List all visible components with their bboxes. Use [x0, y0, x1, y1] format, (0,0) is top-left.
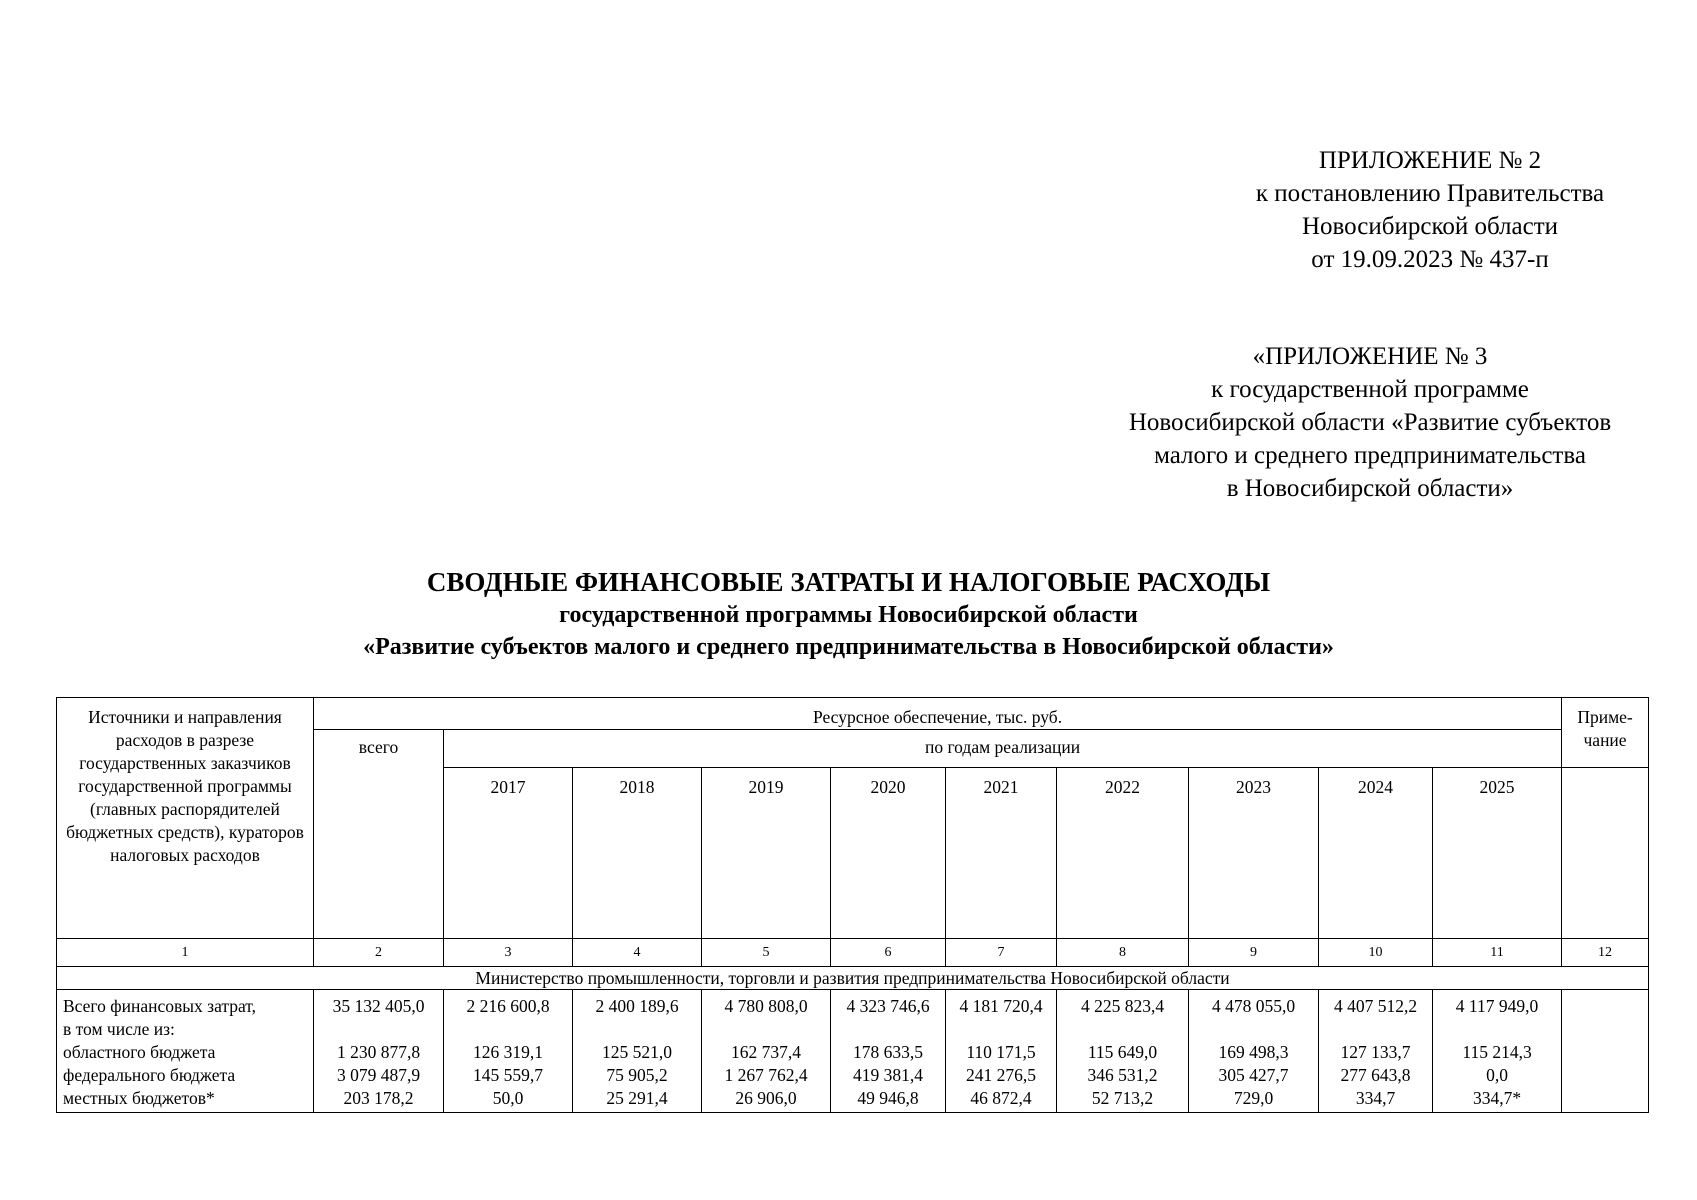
value-total: 4 181 720,4	[959, 996, 1043, 1016]
column-number: 2	[314, 939, 444, 967]
table-row	[57, 990, 1649, 1113]
header-resources: Ресурсное обеспечение, тыс. руб.	[314, 698, 1562, 730]
column-number-row	[57, 939, 1649, 967]
year-header: 2025	[1433, 768, 1562, 939]
value-federal: 1 267 762,4	[724, 1065, 808, 1085]
row-label-local: местных бюджетов*	[63, 1088, 215, 1108]
annex-2-header	[1140, 144, 1697, 276]
year-header: 2020	[831, 768, 946, 939]
value-column	[1057, 990, 1189, 1113]
annex-2-line: ПРИЛОЖЕНИЕ № 2	[1318, 147, 1542, 174]
year-header: 2022	[1057, 768, 1189, 939]
title-line-2: государственной программы Новосибирской области	[559, 602, 1138, 628]
year-header: 2021	[946, 768, 1057, 939]
value-local: 729,0	[1233, 1088, 1274, 1108]
value-column	[1319, 990, 1433, 1113]
value-regional: 125 521,0	[602, 1042, 672, 1062]
value-federal: 145 559,7	[473, 1065, 543, 1085]
value-local: 334,7	[1355, 1088, 1396, 1108]
row-label-regional: областного бюджета	[63, 1042, 216, 1062]
value-federal: 277 643,8	[1340, 1065, 1411, 1085]
value-federal: 419 381,4	[853, 1065, 923, 1085]
value-column	[1433, 990, 1562, 1113]
value-regional: 115 649,0	[1087, 1042, 1158, 1062]
year-header: 2018	[573, 768, 702, 939]
annex-3-line: в Новосибирской области»	[1226, 475, 1514, 502]
value-federal: 3 079 487,9	[336, 1065, 421, 1085]
column-number: 1	[57, 939, 314, 967]
value-regional: 178 633,5	[853, 1042, 923, 1062]
value-federal: 305 427,7	[1218, 1065, 1289, 1085]
value-local: 26 906,0	[735, 1088, 797, 1108]
value-column	[573, 990, 702, 1113]
column-number: 9	[1189, 939, 1319, 967]
value-local: 25 291,4	[606, 1088, 668, 1108]
value-regional: 115 214,3	[1462, 1042, 1532, 1062]
header-by-years: по годам реализации	[444, 730, 1562, 768]
value-regional: 126 319,1	[473, 1042, 543, 1062]
value-column	[946, 990, 1057, 1113]
annex-3-line: «ПРИЛОЖЕНИЕ № 3	[1252, 343, 1488, 370]
value-federal: 346 531,2	[1087, 1065, 1158, 1085]
column-number: 6	[831, 939, 946, 967]
value-total: 2 216 600,8	[466, 996, 550, 1016]
row-labels	[57, 990, 314, 1113]
value-column	[314, 990, 444, 1113]
header-sources: Источники и направления расходов в разрезе государственных заказчиков государственной программы (главных распорядителей бюджетных средств), кураторов налоговых расходов	[57, 698, 314, 939]
value-federal: 241 276,5	[966, 1065, 1036, 1085]
row-label-including: в том числе из:	[63, 1019, 175, 1039]
header-note: Приме-чание	[1562, 698, 1649, 768]
value-column	[1189, 990, 1319, 1113]
value-regional: 127 133,7	[1340, 1042, 1411, 1062]
column-number: 5	[702, 939, 831, 967]
title-line-3: «Развитие субъектов малого и среднего предпринимательства в Новосибирской области»	[363, 634, 1334, 660]
value-local: 52 713,2	[1091, 1088, 1154, 1108]
value-column	[831, 990, 946, 1113]
year-header: 2023	[1189, 768, 1319, 939]
note-empty-cell	[1562, 768, 1649, 939]
value-column	[702, 990, 831, 1113]
value-regional: 162 737,4	[731, 1042, 801, 1062]
annex-2-line: Новосибирской области	[1301, 213, 1559, 240]
column-number: 3	[444, 939, 573, 967]
annex-3-line: малого и среднего предпринимательства	[1154, 442, 1586, 469]
header-row-1	[57, 698, 1649, 730]
year-header: 2017	[444, 768, 573, 939]
value-column	[444, 990, 573, 1113]
column-number: 11	[1433, 939, 1562, 967]
value-local: 203 178,2	[343, 1088, 414, 1108]
value-total: 4 780 808,0	[724, 996, 808, 1016]
document-title	[0, 566, 1697, 663]
annex-2-line: от 19.09.2023 № 437-п	[1311, 246, 1549, 273]
row-label-total: Всего финансовых затрат,	[63, 996, 257, 1016]
value-federal: 0,0	[1486, 1065, 1508, 1085]
financial-table	[56, 697, 1649, 1113]
header-total: всего	[314, 730, 444, 939]
annex-3-line: к государственной программе	[1211, 376, 1529, 403]
column-number: 8	[1057, 939, 1189, 967]
value-local: 334,7*	[1472, 1088, 1522, 1108]
title-line-1: СВОДНЫЕ ФИНАНСОВЫЕ ЗАТРАТЫ И НАЛОГОВЫЕ РАСХОДЫ	[426, 567, 1271, 597]
value-local: 46 872,4	[970, 1088, 1032, 1108]
column-number: 12	[1562, 939, 1649, 967]
value-total: 4 323 746,6	[846, 996, 930, 1016]
value-total: 35 132 405,0	[332, 996, 425, 1016]
column-number: 7	[946, 939, 1057, 967]
note-cell	[1562, 990, 1649, 1113]
value-total: 4 225 823,4	[1080, 996, 1165, 1016]
row-label-federal: федерального бюджета	[63, 1065, 236, 1085]
annex-3-header	[1090, 340, 1650, 505]
ministry-name: Министерство промышленности, торговли и развития предпринимательства Новосибирской области	[57, 967, 1649, 990]
value-total: 4 407 512,2	[1333, 996, 1418, 1016]
ministry-row	[57, 967, 1649, 990]
value-regional: 1 230 877,8	[336, 1042, 421, 1062]
value-local: 50,0	[492, 1088, 524, 1108]
value-federal: 75 905,2	[606, 1065, 668, 1085]
value-local: 49 946,8	[857, 1088, 919, 1108]
annex-2-line: к постановлению Правительства	[1255, 180, 1605, 207]
column-number: 10	[1319, 939, 1433, 967]
value-regional: 169 498,3	[1218, 1042, 1289, 1062]
column-number: 4	[573, 939, 702, 967]
year-header: 2024	[1319, 768, 1433, 939]
value-total: 4 117 949,0	[1455, 996, 1539, 1016]
value-total: 4 478 055,0	[1211, 996, 1296, 1016]
year-header: 2019	[702, 768, 831, 939]
value-total: 2 400 189,6	[595, 996, 679, 1016]
annex-3-line: Новосибирской области «Развитие субъектов	[1128, 409, 1612, 436]
value-regional: 110 171,5	[966, 1042, 1036, 1062]
